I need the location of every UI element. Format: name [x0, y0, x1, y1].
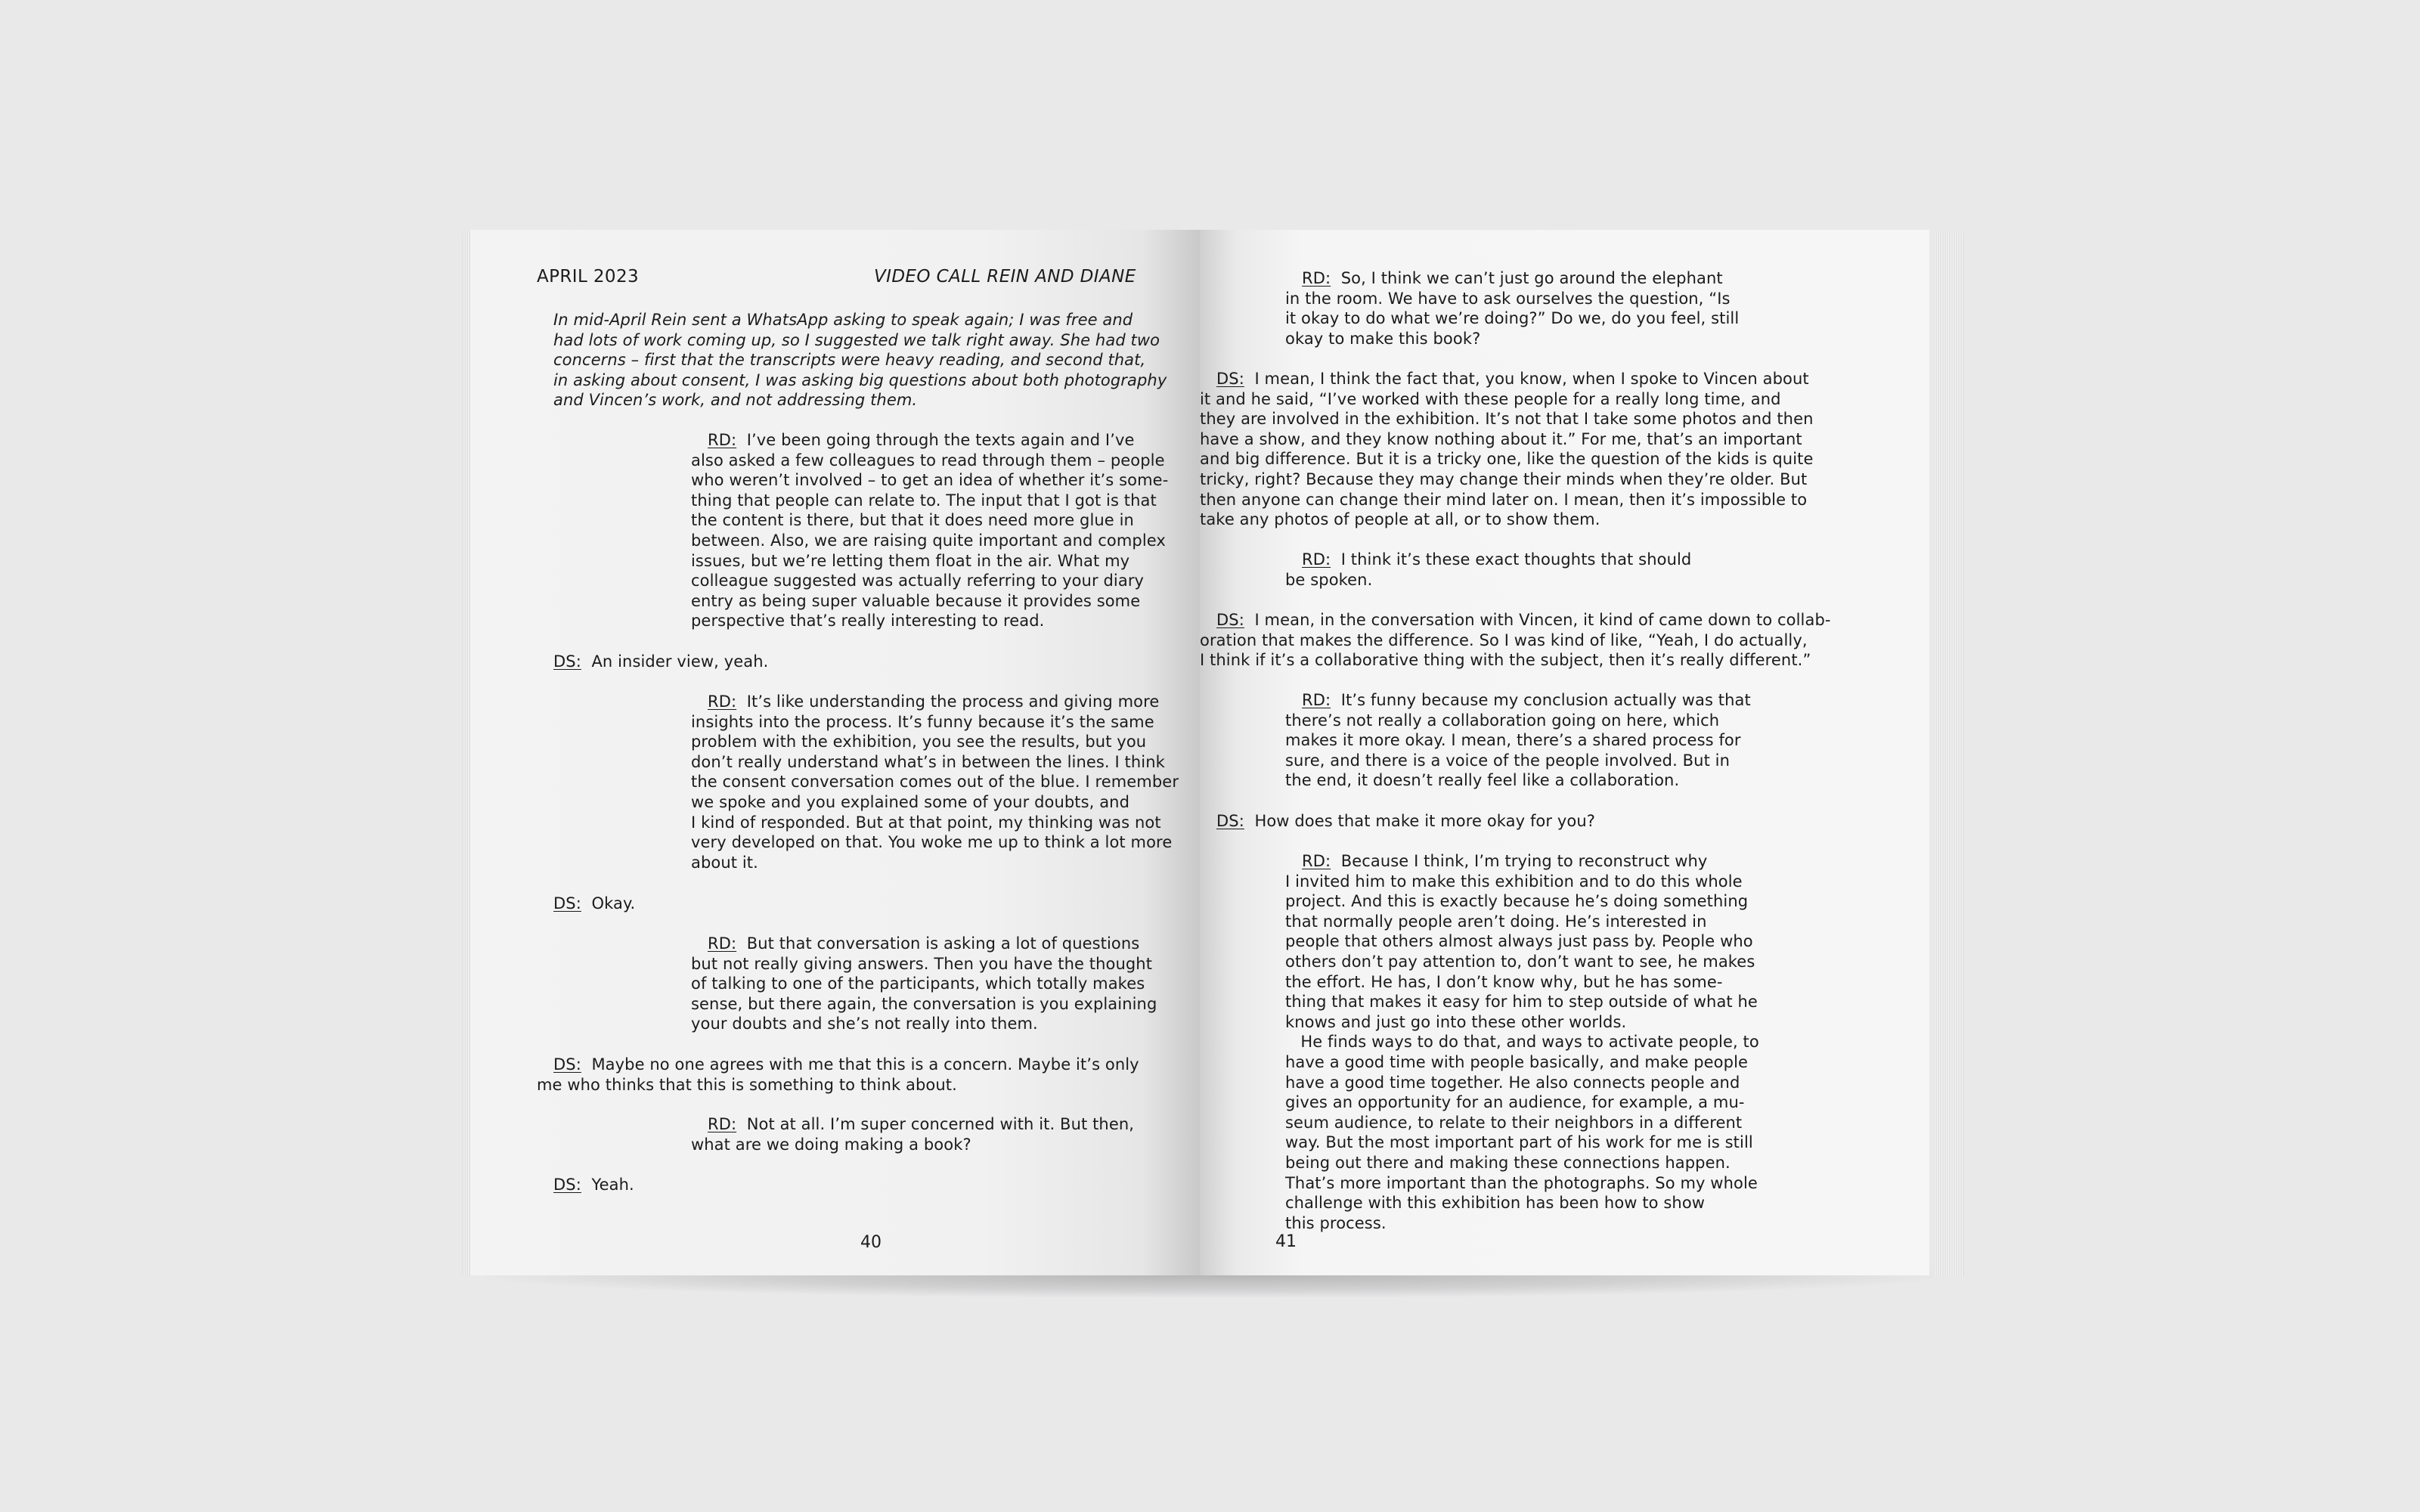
dialogue-turn-rd — [691, 692, 1179, 872]
turn-line: okay to make this book? — [1285, 329, 1481, 348]
turn-first-line: I mean, I think the fact that, you know, when I spoke to Vincen about — [1254, 370, 1809, 388]
speaker-label: DS: — [553, 652, 581, 671]
speaker-label: DS: — [1216, 812, 1244, 830]
speaker-label: DS: — [553, 1176, 581, 1194]
turn-first-line: Not at all. I’m super concerned with it. But then, — [746, 1115, 1135, 1133]
turn-line: project. And this is exactly because he’s doing something — [1285, 892, 1749, 911]
dialogue-turn-rd — [691, 430, 1168, 631]
turn-line: knows and just go into these other worlds. — [1285, 1012, 1627, 1031]
dialogue-turn-rd — [1285, 690, 1751, 791]
turn-line: makes it more okay. I mean, there’s a shared process for — [1285, 731, 1741, 750]
turn-line: sense, but there again, the conversation is you explaining — [691, 994, 1157, 1013]
turn-line: it okay to do what we’re doing?” Do we, do you feel, still — [1285, 309, 1740, 328]
intro-line: in asking about consent, I was asking big questions about both photography — [553, 370, 1167, 389]
turn-line: the end, it doesn’t really feel like a collaboration. — [1285, 771, 1680, 790]
running-header-date: APRIL 2023 — [537, 267, 640, 287]
turn-first-line: Yeah. — [591, 1176, 634, 1194]
turn-line: sure, and there is a voice of the people involved. But in — [1285, 751, 1731, 770]
turn-line: then anyone can change their mind later on. I mean, then it’s impossible to — [1200, 490, 1808, 509]
turn-line: I invited him to make this exhibition and to do this whole — [1285, 872, 1743, 891]
turn-line: in the room. We have to ask ourselves the question, “Is — [1285, 289, 1731, 308]
intro-paragraph — [553, 310, 1167, 411]
turn-line: I think if it’s a collaborative thing with the subject, then it’s really different.” — [1200, 651, 1811, 670]
right-page — [1200, 230, 1929, 1275]
turn-first-line: So, I think we can’t just go around the elephant — [1340, 269, 1723, 287]
turn-line: also asked a few colleagues to read through them – people — [691, 451, 1165, 469]
turn-line: between. Also, we are raising quite important and complex — [691, 531, 1166, 550]
turn-first-line: An insider view, yeah. — [591, 652, 769, 671]
speaker-label: RD: — [708, 934, 737, 953]
left-page — [470, 230, 1200, 1275]
turn-line: issues, but we’re letting them float in the air. What my — [691, 551, 1130, 570]
turn-line: we spoke and you explained some of your doubts, and — [691, 792, 1130, 811]
speaker-label: DS: — [553, 1055, 581, 1074]
turn-line: of talking to one of the participants, which totally makes — [691, 974, 1145, 993]
dialogue-turn-rd — [1285, 268, 1739, 349]
turn-line: have a good time with people basically, and make people — [1285, 1052, 1749, 1071]
turn-line: there’s not really a collaboration going on here, which — [1285, 711, 1720, 730]
turn-line: colleague suggested was actually referring to your diary — [691, 572, 1145, 590]
dialogue-turn-ds — [537, 1175, 634, 1195]
turn-first-line: I’ve been going through the texts again and I’ve — [746, 431, 1135, 449]
turn-line: have a show, and they know nothing about it.” For me, that’s an important — [1200, 429, 1802, 448]
speaker-label: RD: — [708, 431, 737, 449]
dialogue-turn-ds — [1200, 811, 1595, 832]
turn-line: the effort. He has, I don’t know why, but he has some- — [1285, 972, 1723, 991]
speaker-label: DS: — [553, 894, 581, 912]
speaker-label: RD: — [1302, 691, 1331, 709]
turn-line: take any photos of people at all, or to show them. — [1200, 510, 1600, 529]
speaker-label: RD: — [708, 692, 737, 711]
turn-line: tricky, right? Because they may change their minds when they’re older. But — [1200, 469, 1808, 488]
turn-line: have a good time together. He also connects people and — [1285, 1073, 1740, 1092]
dialogue-turn-rd — [691, 1114, 1134, 1154]
turn-line: it and he said, “I’ve worked with these people for a really long time, and — [1200, 389, 1781, 408]
turn-first-line: It’s like understanding the process and giving more — [746, 692, 1160, 711]
dialogue-turn-ds — [537, 894, 635, 914]
turn-line: be spoken. — [1285, 570, 1373, 589]
turn-line: being out there and making these connections happen. — [1285, 1153, 1731, 1172]
dialogue-turn-rd — [691, 934, 1157, 1034]
turn-line: others don’t pay attention to, don’t want to see, he makes — [1285, 952, 1755, 971]
turn-line: they are involved in the exhibition. It’s not that I take some photos and then — [1200, 410, 1814, 429]
turn-line: That’s more important than the photographs. So my whole — [1285, 1173, 1758, 1192]
turn-first-line: I mean, in the conversation with Vincen, it kind of came down to collab- — [1254, 611, 1831, 629]
right-page-edges — [1934, 231, 1964, 1277]
turn-line: this process. — [1285, 1213, 1387, 1232]
dialogue-turn-ds — [537, 1055, 1139, 1095]
turn-line: the consent conversation comes out of the blue. I remember — [691, 773, 1179, 792]
speaker-label: RD: — [1302, 550, 1331, 569]
turn-line: insights into the process. It’s funny because it’s the same — [691, 712, 1154, 731]
intro-line: and Vincen’s work, and not addressing them. — [553, 391, 918, 410]
turn-line: very developed on that. You woke me up to think a lot more — [691, 833, 1173, 852]
speaker-label: DS: — [1216, 611, 1244, 629]
open-book — [454, 227, 1973, 1281]
turn-line: the content is there, but that it does need more glue in — [691, 511, 1134, 530]
turn-line: who weren’t involved – to get an idea of whether it’s some- — [691, 471, 1169, 490]
turn-line: and big difference. But it is a tricky one, like the question of the kids is quite — [1200, 450, 1814, 469]
turn-line: don’t really understand what’s in between the lines. I think — [691, 752, 1165, 771]
dialogue-turn-rd — [1285, 851, 1759, 1233]
turn-line: gives an opportunity for an audience, for example, a mu- — [1285, 1093, 1745, 1112]
turn-line: but not really giving answers. Then you have the thought — [691, 954, 1153, 973]
turn-line: what are we doing making a book? — [691, 1135, 971, 1154]
dialogue-turn-ds — [1200, 369, 1814, 530]
turn-first-line: Okay. — [591, 894, 636, 912]
speaker-label: RD: — [708, 1115, 737, 1133]
turn-line: me who thinks that this is something to think about. — [537, 1075, 957, 1094]
speaker-label: RD: — [1302, 852, 1331, 870]
speaker-label: RD: — [1302, 269, 1331, 287]
turn-line: way. But the most important part of his work for me is still — [1285, 1133, 1753, 1152]
turn-first-line: It’s funny because my conclusion actually was that — [1340, 691, 1751, 709]
turn-line: thing that makes it easy for him to step outside of what he — [1285, 993, 1758, 1012]
turn-first-line: But that conversation is asking a lot of questions — [746, 934, 1140, 953]
intro-line: In mid-April Rein sent a WhatsApp asking to speak again; I was free and — [553, 311, 1133, 329]
page-number: 40 — [860, 1233, 882, 1252]
turn-line: He finds ways to do that, and ways to activate people, to — [1285, 1033, 1759, 1052]
turn-line: thing that people can relate to. The input that I got is that — [691, 491, 1157, 510]
turn-line: problem with the exhibition, you see the results, but you — [691, 733, 1147, 751]
running-header-title: VIDEO CALL REIN AND DIANE — [874, 267, 1136, 287]
turn-first-line: Maybe no one agrees with me that this is a concern. Maybe it’s only — [591, 1055, 1139, 1074]
dialogue-turn-rd — [1285, 550, 1691, 590]
turn-first-line: I think it’s these exact thoughts that should — [1340, 550, 1692, 569]
turn-first-line: How does that make it more okay for you? — [1254, 812, 1596, 830]
turn-line: perspective that’s really interesting to read. — [691, 612, 1045, 631]
intro-line: concerns – first that the transcripts were heavy reading, and second that, — [553, 351, 1146, 370]
turn-line: entry as being super valuable because it provides some — [691, 591, 1141, 610]
speaker-label: DS: — [1216, 370, 1244, 388]
turn-line: challenge with this exhibition has been how to show — [1285, 1194, 1706, 1213]
turn-line: I kind of responded. But at that point, my thinking was not — [691, 813, 1161, 832]
intro-line: had lots of work coming up, so I suggested we talk right away. She had two — [553, 330, 1160, 349]
page-number: 41 — [1275, 1232, 1297, 1251]
turn-line: people that others almost always just pass by. People who — [1285, 932, 1753, 951]
turn-line: that normally people aren’t doing. He’s interested in — [1285, 912, 1707, 931]
dialogue-turn-ds — [537, 652, 768, 672]
turn-line: about it. — [691, 853, 758, 872]
turn-line: oration that makes the difference. So I was kind of like, “Yeah, I do actually, — [1200, 631, 1808, 649]
turn-line: seum audience, to relate to their neighbors in a different — [1285, 1113, 1743, 1132]
turn-first-line: Because I think, I’m trying to reconstruct why — [1340, 852, 1708, 870]
turn-line: your doubts and she’s not really into them. — [691, 1015, 1038, 1033]
dialogue-turn-ds — [1200, 610, 1831, 671]
